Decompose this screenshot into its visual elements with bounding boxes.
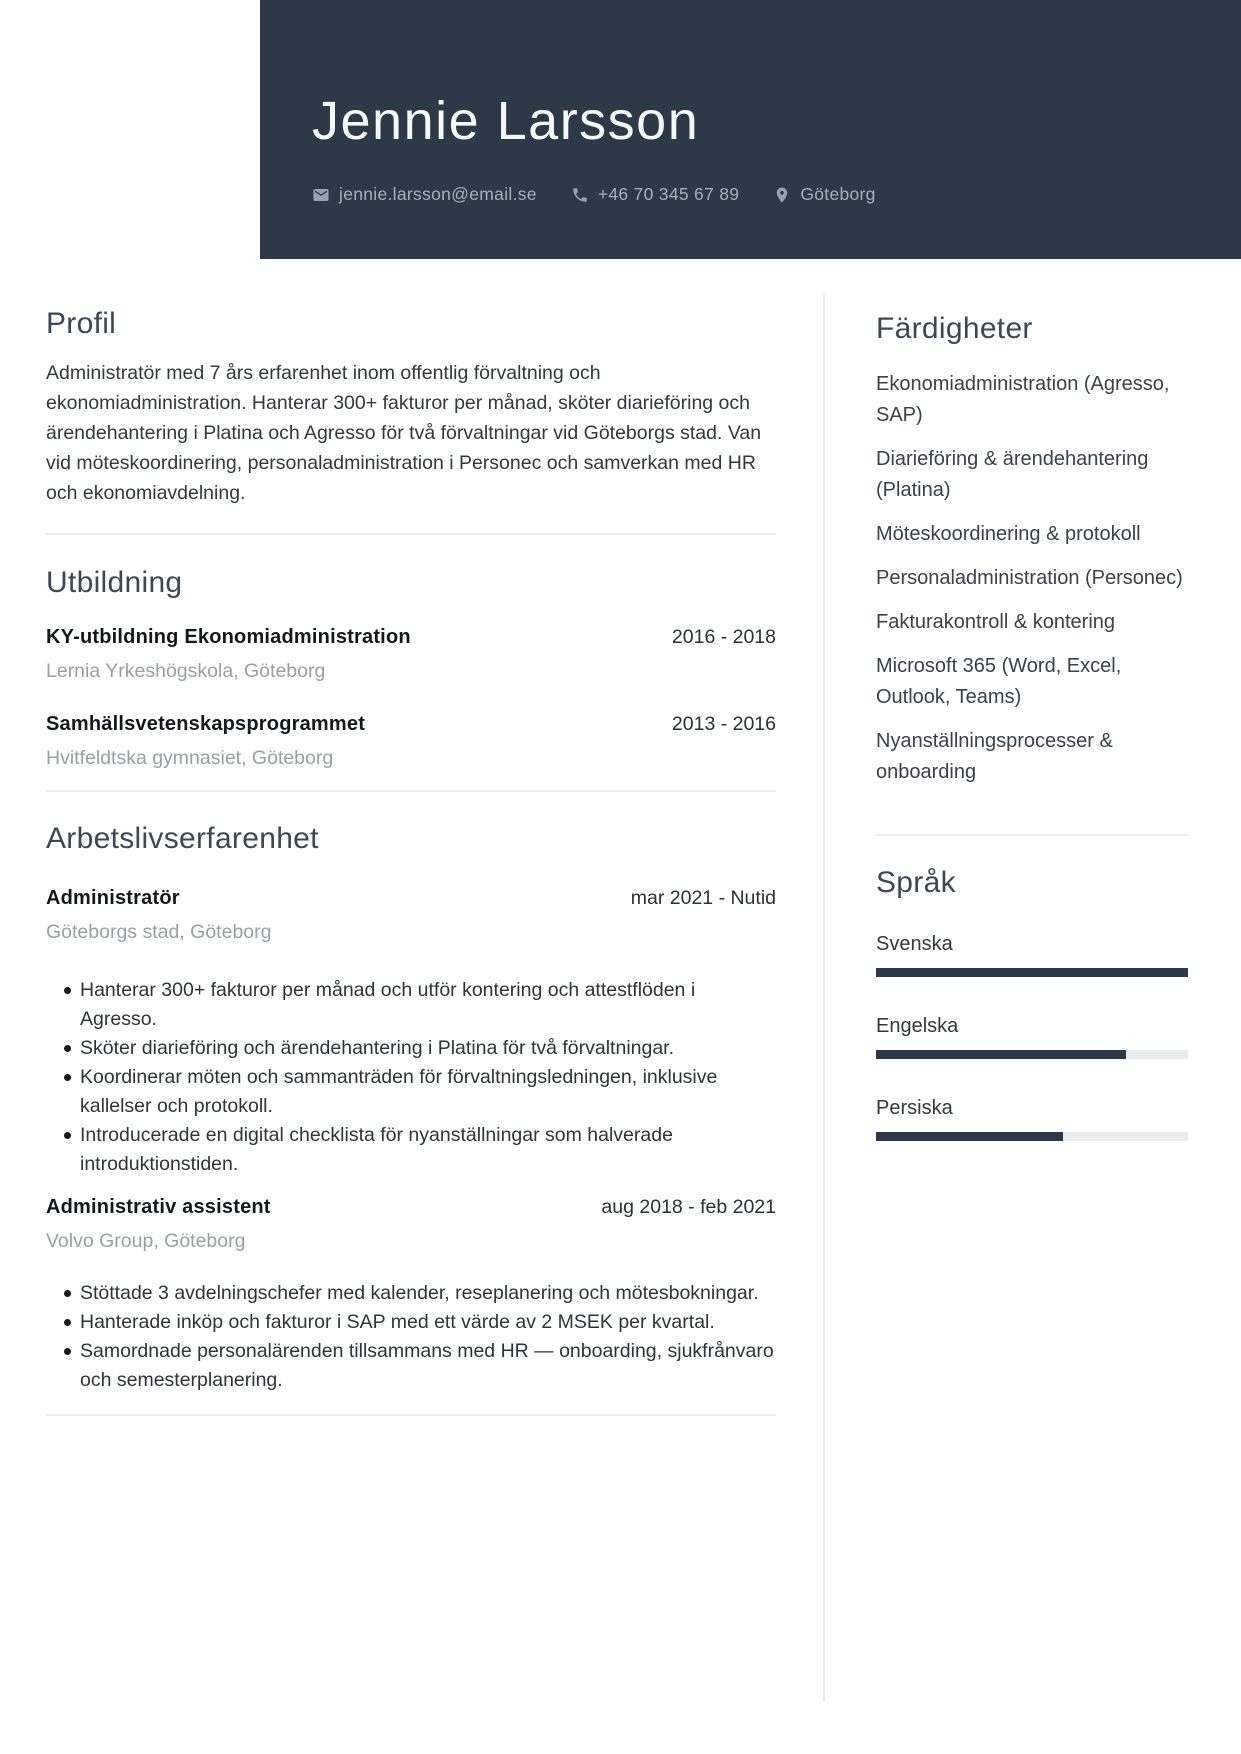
skill-item: Nyanställningsprocesser & onboarding (876, 730, 1113, 783)
language-item (876, 1093, 1188, 1141)
language-level-bar (876, 968, 1188, 977)
job-bullet: Sköter diarieföring och ärendehantering i Platina för två förvaltningar. (46, 1034, 776, 1063)
section-divider (876, 834, 1188, 836)
language-name: Svenska (876, 933, 953, 955)
job-entry-row (46, 1193, 776, 1221)
job-bullet: Hanterar 300+ fakturor per månad och utför kontering och attestflöden i Agresso. (46, 976, 776, 1034)
degree-name: Samhällsvetenskapsprogrammet (46, 713, 366, 735)
skill-item: Ekonomiadministration (Agresso, SAP) (876, 373, 1170, 426)
job-dates: mar 2021 - Nutid (630, 887, 776, 909)
degree-name: KY-utbildning Ekonomiadministration (46, 626, 411, 648)
phone-icon (571, 186, 589, 204)
column-gap (776, 259, 876, 1416)
education-dates: 2016 - 2018 (671, 626, 776, 648)
location-pin-icon (773, 186, 791, 204)
school-name: Hvitfeldtska gymnasiet, Göteborg (46, 747, 334, 769)
languages-list (876, 903, 1188, 1141)
education-entry-row (46, 710, 776, 738)
email-icon (312, 186, 330, 204)
language-level-fill (876, 1132, 1063, 1141)
profile-summary: Administratör med 7 års erfarenhet inom offentlig förvaltning och ekonomiadministration. Hanterar 300+ fakturor per månad, sköter diarieföring och ärendehantering i Platina och Agresso för två förvaltningar vid Göteborgs stad. Van vid möteskoordinering, personaladministration i Personec och samverkan med HR och ekonomiavdelning. (46, 362, 762, 504)
contact-phone-text: +46 70 345 67 89 (597, 184, 740, 204)
section-divider (46, 790, 776, 792)
language-item (876, 1011, 1188, 1059)
education-entry-row (46, 623, 776, 651)
content-area (0, 259, 1241, 1416)
skills-list (876, 369, 1188, 788)
experience-section-title: Arbetslivserfarenhet (46, 822, 319, 855)
language-name: Persiska (876, 1097, 953, 1119)
job-entry (46, 1193, 776, 1255)
job-role: Administratör (46, 887, 180, 909)
contact-location-text: Göteborg (800, 184, 876, 204)
language-level-fill (876, 1050, 1126, 1059)
job-dates: aug 2018 - feb 2021 (601, 1196, 776, 1218)
job-entry (46, 884, 776, 946)
language-name: Engelska (876, 1015, 959, 1037)
contact-row (312, 184, 876, 205)
contact-phone (571, 184, 740, 205)
language-item (876, 929, 1188, 977)
job-bullet: Koordinerar möten och sammanträden för förvaltningsledningen, inklusive kallelser och protokoll. (46, 1063, 776, 1121)
contact-location (773, 184, 875, 205)
job-role: Administrativ assistent (46, 1196, 271, 1218)
skill-item: Diarieföring & ärendehantering (Platina) (876, 448, 1149, 501)
job-bullet: Hanterade inköp och fakturor i SAP med ett värde av 2 MSEK per kvartal. (46, 1308, 776, 1337)
contact-email-text: jennie.larsson@email.se (339, 184, 537, 204)
language-level-bar (876, 1132, 1188, 1141)
education-entry (46, 710, 776, 772)
sidebar-column (876, 259, 1188, 1416)
education-section-title: Utbildning (46, 566, 183, 599)
skill-item: Möteskoordinering & protokoll (876, 523, 1141, 545)
job-entry-row (46, 884, 776, 912)
job-bullet: Stöttade 3 avdelningschefer med kalender, reseplanering och mötesbokningar. (46, 1279, 776, 1308)
language-level-fill (876, 968, 1188, 977)
education-entry (46, 623, 776, 685)
job-company: Volvo Group, Göteborg (46, 1230, 246, 1252)
job-bullet-list (46, 1279, 776, 1395)
languages-section-title: Språk (876, 866, 956, 899)
skills-section-title: Färdigheter (876, 312, 1033, 345)
section-divider (46, 533, 776, 535)
header-banner (260, 0, 1241, 259)
contact-email (312, 184, 537, 205)
section-divider (46, 1414, 776, 1416)
column-divider (823, 293, 825, 1702)
job-company: Göteborgs stad, Göteborg (46, 921, 272, 943)
skill-item: Microsoft 365 (Word, Excel, Outlook, Teams) (876, 655, 1122, 708)
language-level-bar (876, 1050, 1188, 1059)
candidate-name: Jennie Larsson (312, 91, 700, 151)
profile-section-title: Profil (46, 307, 117, 340)
skill-item: Personaladministration (Personec) (876, 567, 1183, 589)
school-name: Lernia Yrkeshögskola, Göteborg (46, 660, 326, 682)
skill-item: Fakturakontroll & kontering (876, 611, 1116, 633)
job-bullet: Samordnade personalärenden tillsammans med HR — onboarding, sjukfrånvaro och semesterplanering. (46, 1337, 776, 1395)
main-column (46, 259, 776, 1416)
job-bullet: Introducerade en digital checklista för nyanställningar som halverade introduktionstiden. (46, 1121, 776, 1179)
education-dates: 2013 - 2016 (671, 713, 776, 735)
job-bullet-list (46, 976, 776, 1179)
